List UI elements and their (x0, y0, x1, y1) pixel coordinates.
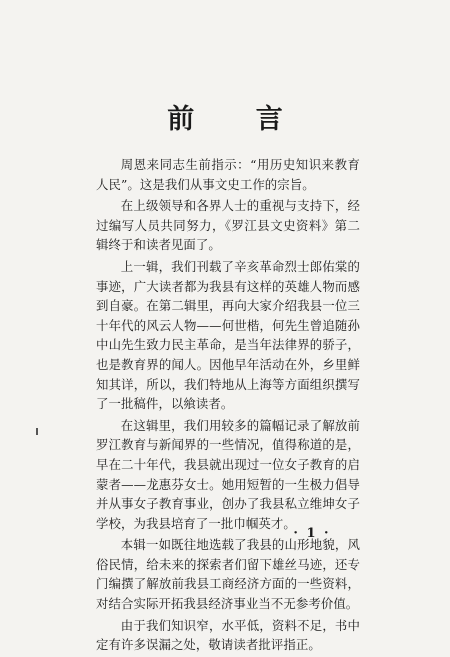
paragraph: 本辑一如既往地选载了我县的山形地貌，风俗民情，给未来的探索者们留下雄丝马迹，还专门编撰了解放前我县工商经济方面的一些资料，对结合实际开拓我县经济事业当不无参考价值。 (96, 537, 360, 612)
paragraph: 周恩来同志生前指示：“用历史知识来教育人民”。这是我们从事文史工作的宗旨。 (96, 157, 360, 192)
preface-body (96, 155, 360, 657)
page-title: 前 言 (167, 104, 309, 135)
paragraph: 上一辑，我们刊载了辛亥革命烈士郎佑棠的事迹，广大读者都为我县有这样的英雄人物而感到自豪。在第二辑里，再向大家介绍我县一位三十年代的风云人物——何世楷，何先生曾追随孙中山先生致力民主革命，是当年法律界的骄子，也是教育界的闻人。因他早年活动在外，乡里鲜知其详，所以，我们特地从上海等方面组织撰写了一批稿件，以飨读者。 (96, 258, 360, 412)
paragraph: 在这辑里，我们用较多的篇幅记录了解放前罗江教育与新闻界的一些情况，值得称道的是，早在二十年代，我县就出现过一位女子教育的启蒙者——龙惠芬女士。她用短暂的一生极力倡导并从事女子教育事业，创办了我县私立维坤女子学校，为我县培育了一批巾帼英才。 (96, 417, 360, 531)
paragraph: 在上级领导和各界人士的重视与支持下，经过编写人员共同努力，《罗江县文史资料》第二辑终于和读者见面了。 (96, 198, 360, 253)
paragraph: 由于我们知识窄，水平低，资料不足，书中定有许多误漏之处，敬请读者批评指正。 (96, 617, 360, 653)
scan-speck (36, 428, 38, 435)
page-number: · 1 · (293, 526, 331, 541)
